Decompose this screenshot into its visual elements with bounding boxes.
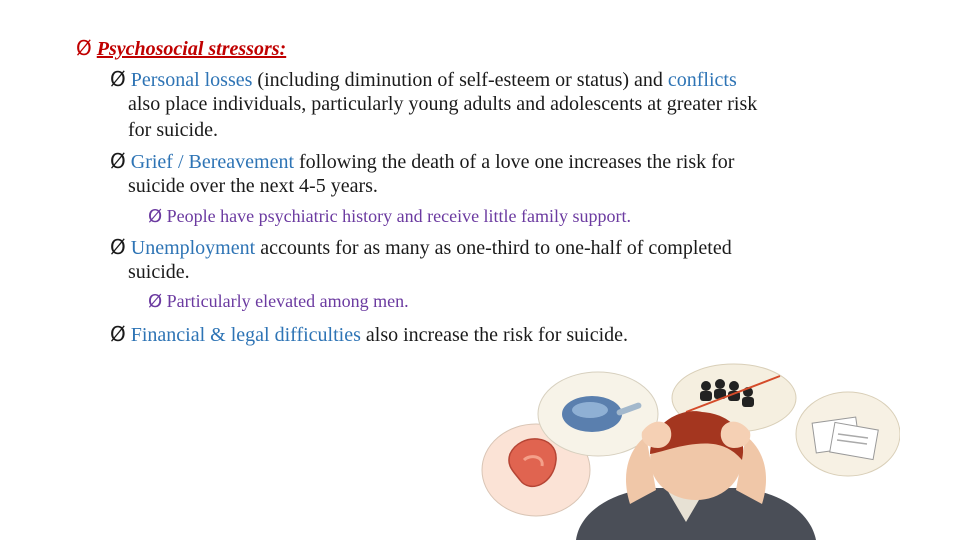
sub-bullet-family-support [148,206,631,227]
bullet-text: following the death of a love one increases the risk for [294,151,735,173]
heading-title: Psychosocial stressors: [96,38,287,60]
stressed-person-illustration [480,362,900,540]
keyword: Unemployment [130,237,256,259]
bullet-financial [110,322,628,347]
bullet-text-continued: also place individuals, particularly young adults and adolescents at greater risk [128,93,758,115]
keyword: Financial & legal difficulties [130,324,361,346]
bullet-grief [110,149,734,174]
keyword: Grief / Bereavement [130,151,295,173]
arrow-bullet-icon: Ø [148,291,163,312]
bullet-text-continued: for suicide. [128,119,218,141]
arrow-bullet-icon: Ø [110,149,126,173]
sub-bullet-text: People have psychiatric history and receive little family support. [166,206,632,226]
arrow-bullet-icon: Ø [110,67,126,91]
arrow-bullet-icon: Ø [110,235,126,259]
bullet-text: also increase the risk for suicide. [360,324,629,346]
keyword: conflicts [667,69,737,91]
bullet-text: accounts for as many as one-third to one-half of completed [255,237,732,259]
bullet-text-continued: suicide. [128,261,190,283]
arrow-bullet-icon: Ø [148,206,163,227]
documents-icon [796,392,900,476]
bullet-unemployment [110,235,732,260]
bullet-personal-losses [110,67,737,92]
keyword: Personal losses [130,69,253,91]
sub-bullet-men [148,291,409,312]
bullet-text-continued: suicide over the next 4-5 years. [128,175,378,197]
arrow-bullet-icon: Ø [76,36,92,60]
sub-bullet-text: Particularly elevated among men. [166,291,409,311]
arrow-bullet-icon: Ø [110,322,126,346]
bullet-text: (including diminution of self-esteem or status) and [252,69,668,91]
section-heading [76,36,286,61]
